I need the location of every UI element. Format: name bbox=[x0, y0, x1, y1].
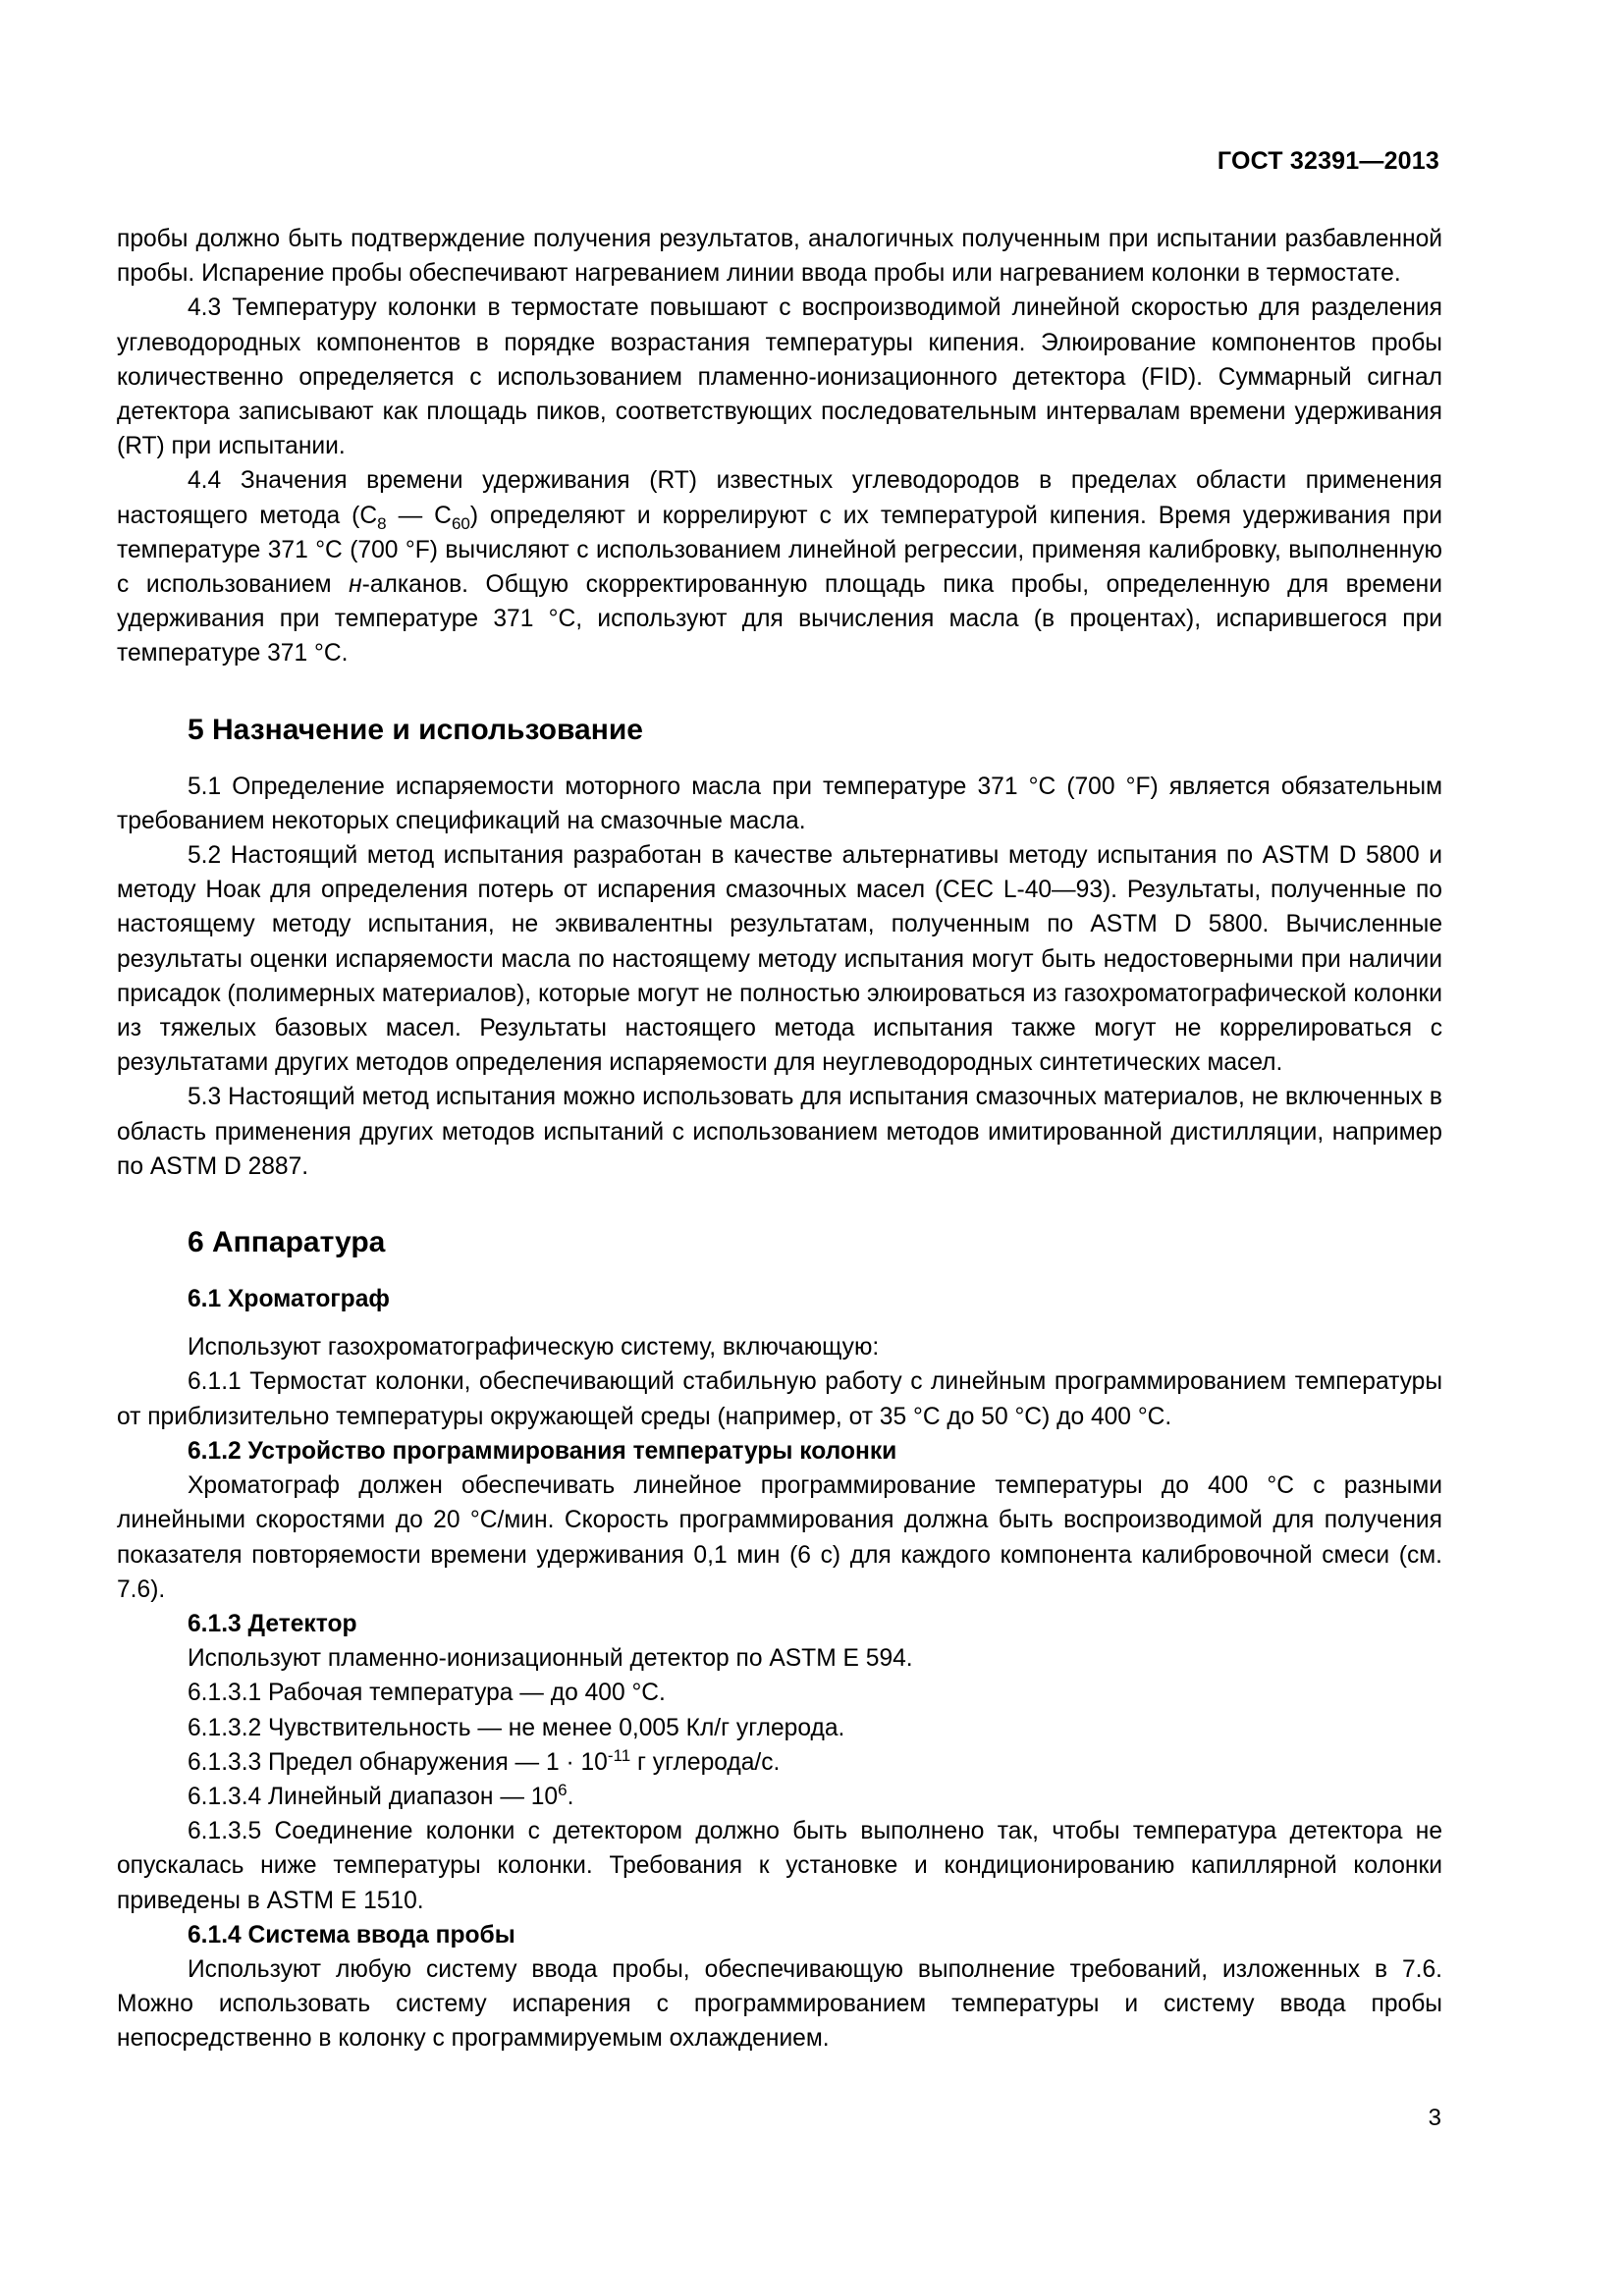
document-header: ГОСТ 32391—2013 bbox=[1217, 147, 1439, 175]
paragraph-4-3: 4.3 Температуру колонки в термостате повышают с воспроизводимой линейной скоростью для разделения углеводородных компонентов в порядке возрастания температуры кипения. Элюирование компонентов пробы количественно определяется с использованием пламенно-ионизационного детектора (FID). Суммарный сигнал детектора записывают как площадь пиков, соответствующих последовательным интервалам времени удерживания (RT) при испытании. bbox=[117, 294, 1442, 460]
text-6-1-3-4-part-b: . bbox=[567, 1783, 574, 1810]
section-5-heading: 5 Назначение и использование bbox=[188, 713, 643, 746]
paragraph-6-1-3-3 bbox=[117, 1745, 1442, 1780]
text-4-4-part-b: — C bbox=[386, 502, 452, 529]
text-6-1-3-3-part-b: г углерода/с. bbox=[630, 1748, 781, 1776]
document-body bbox=[117, 222, 1442, 2056]
superscript-exponent: 6 bbox=[558, 1780, 568, 1799]
section-6-heading: 6 Аппаратура bbox=[188, 1226, 386, 1259]
paragraph-6-1-2: Хроматограф должен обеспечивать линейное программирование температуры до 400 °C с разными линейными скоростями до 20 °C/мин. Скорость программирования должна быть воспроизводимой для получения показателя повторяемости времени удерживания 0,1 мин (6 с) для каждого компонента калибровочной смеси (см. 7.6). bbox=[117, 1472, 1442, 1603]
superscript-exponent: -11 bbox=[607, 1745, 631, 1765]
subsection-6-1-3-heading: 6.1.3 Детектор bbox=[188, 1610, 357, 1637]
paragraph-6-1-3-5: 6.1.3.5 Соединение колонки с детектором должно быть выполнено так, чтобы температура детектора не опускалась ниже температуры колонки. Требования к установке и кондиционированию капиллярной колонки приведены в ASTM E 1510. bbox=[117, 1818, 1442, 1914]
paragraph-6-1-3-1: 6.1.3.1 Рабочая температура — до 400 °C. bbox=[188, 1680, 666, 1707]
page-number: 3 bbox=[1428, 2105, 1441, 2131]
subscript-c8: 8 bbox=[377, 513, 387, 533]
text-4-4-part-c: ) определяют и коррелируют с их температурой кипения. Время удерживания при температуре 371 °C (700 °F) вычисляют с использованием линейной регрессии, применяя калибровку, выполненную с использованием bbox=[117, 502, 1442, 599]
paragraph-6-1-intro: Используют газохроматографическую систему, включающую: bbox=[188, 1334, 880, 1362]
text-6-1-3-4-part-a: 6.1.3.4 Линейный диапазон — 10 bbox=[188, 1783, 559, 1810]
subsection-6-1-heading: 6.1 Хроматограф bbox=[188, 1286, 390, 1313]
paragraph-5-2: 5.2 Настоящий метод испытания разработан в качестве альтернативы методу испытания по ASTM D 5800 и методу Ноак для определения потерь от испарения смазочных масел (CEC L-40—93). Результаты, полученные по настоящему методу испытания, не эквивалентны результатам, полученным по ASTM D 5800. Вычисленные результаты оценки испаряемости масла по настоящему методу испытания могут быть недостоверными при наличии присадок (полимерных материалов), которые могут не полностью элюироваться из газохроматографической колонки из тяжелых базовых масел. Результаты настоящего метода испытания также могут не коррелироваться с результатами других методов определения испаряемости для неуглеводородных синтетических масел. bbox=[117, 842, 1442, 1077]
paragraph-5-1: 5.1 Определение испаряемости моторного масла при температуре 371 °C (700 °F) является обязательным требованием некоторых спецификаций на смазочные масла. bbox=[117, 773, 1442, 834]
italic-n: н bbox=[349, 571, 362, 599]
subsection-6-1-4-heading: 6.1.4 Система ввода пробы bbox=[188, 1921, 515, 1949]
subsection-6-1-2-heading: 6.1.2 Устройство программирования температуры колонки bbox=[188, 1437, 897, 1465]
paragraph-continuation: пробы должно быть подтверждение получения результатов, аналогичных полученным при испытании разбавленной пробы. Испарение пробы обеспечивают нагреванием линии ввода пробы или нагреванием колонки в термостате. bbox=[117, 226, 1442, 288]
paragraph-6-1-3-2: 6.1.3.2 Чувствительность — не менее 0,005 Кл/г углерода. bbox=[188, 1714, 845, 1741]
paragraph-6-1-3: Используют пламенно-ионизационный детектор по ASTM E 594. bbox=[188, 1645, 913, 1673]
paragraph-6-1-4: Используют любую систему ввода пробы, обеспечивающую выполнение требований, изложенных в 7.6. Можно использовать систему испарения с программированием температуры и систему ввода пробы непосредственно в колонку с программируемым охлаждением. bbox=[117, 1955, 1442, 2053]
paragraph-5-3: 5.3 Настоящий метод испытания можно использовать для испытания смазочных материалов, не включенных в область применения других методов испытаний с использованием методов имитированной дистилляции, например по ASTM D 2887. bbox=[117, 1084, 1442, 1180]
paragraph-6-1-1: 6.1.1 Термостат колонки, обеспечивающий стабильную работу с линейным программированием температуры от приблизительно температуры окружающей среды (например, от 35 °C до 50 °C) до 400 °C. bbox=[117, 1368, 1442, 1430]
paragraph-6-1-3-4 bbox=[117, 1780, 1442, 1814]
subscript-c60: 60 bbox=[451, 513, 470, 533]
text-6-1-3-3-part-a: 6.1.3.3 Предел обнаружения — 1 · 10 bbox=[188, 1748, 608, 1776]
text-4-4-part-d: -алканов. Общую скорректированную площадь пика пробы, определенную для времени удерживания при температуре 371 °C, используют для вычисления масла (в процентах), испарившегося при температуре 371 °C. bbox=[117, 571, 1442, 667]
paragraph-4-4 bbox=[117, 463, 1442, 670]
text-4-4-part-a: 4.4 Значения времени удерживания (RT) известных углеводородов в пределах области применения настоящего метода (C bbox=[117, 467, 1442, 529]
